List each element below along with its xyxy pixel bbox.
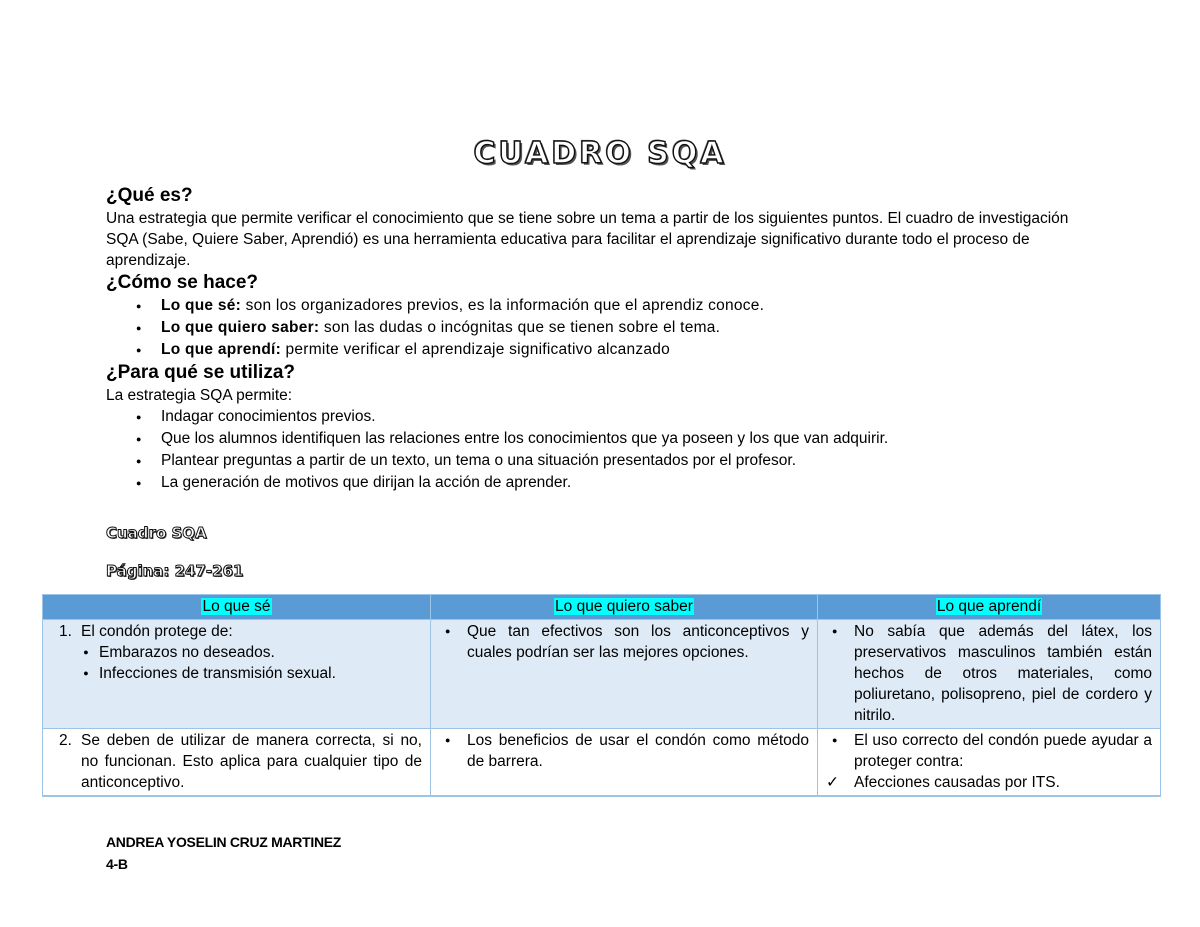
header-lo-que-quiero-saber: Lo que quiero saber <box>431 595 818 620</box>
author-block <box>106 831 341 875</box>
para-que-list <box>106 406 1096 494</box>
sqa-table <box>42 594 1161 797</box>
author-group: 4-B <box>106 856 128 872</box>
heading-como-se-hace: ¿Cómo se hace? <box>106 272 259 293</box>
table-cell: 2. Se deben de utilizar de manera correcta, si no, no funcionan. Esto aplica para cualquier tipo de anticonceptivo. <box>43 729 431 797</box>
list-item: ● La generación de motivos que dirijan la acción de aprender. <box>106 472 1096 494</box>
list-item: ● Que los alumnos identifiquen las relaciones entre los conocimientos que ya poseen y los que van adquirir. <box>106 428 1096 450</box>
bullet-icon: ● <box>832 626 838 636</box>
table-cell: ● Que tan efectivos son los anticonceptivos y cuales podrían ser las mejores opciones. <box>431 620 818 729</box>
header-lo-que-aprendi: Lo que aprendí <box>818 595 1161 620</box>
para-que-intro: La estrategia SQA permite: <box>106 387 293 404</box>
list-item: ● Lo que sé: son los organizadores previos, es la información que el aprendiz conoce. <box>106 295 1096 317</box>
section-subtitle: Cuadro SQA <box>106 524 207 542</box>
bullet-icon: ● <box>83 647 89 657</box>
heading-que-es: ¿Qué es? <box>106 185 193 206</box>
header-lo-que-se: Lo que sé <box>43 595 431 620</box>
intro-content <box>106 184 1096 494</box>
bullet-icon: ● <box>445 626 451 636</box>
table-cell: ● Los beneficios de usar el condón como método de barrera. <box>431 729 818 797</box>
table-cell: ● No sabía que además del látex, los preservativos masculinos también están hechos de otros materiales, como poliuretano, polisopreno, piel de cordero y nitrilo. <box>818 620 1161 729</box>
table-cell: 1. El condón protege de: ● Embarazos no deseados. ● Infecciones de transmisión sexual. <box>43 620 431 729</box>
list-item: ● Lo que quiero saber: son las dudas o incógnitas que se tienen sobre el tema. <box>106 317 1096 339</box>
table-row <box>43 620 1161 729</box>
table-header-row <box>43 595 1161 620</box>
table-row <box>43 729 1161 797</box>
bullet-icon: ● <box>83 668 89 678</box>
list-item: ● Plantear preguntas a partir de un texto, un tema o una situación presentados por el profesor. <box>106 450 1096 472</box>
author-name: ANDREA YOSELIN CRUZ MARTINEZ <box>106 834 342 850</box>
heading-para-que: ¿Para qué se utiliza? <box>106 362 295 383</box>
bullet-icon: ● <box>445 735 451 745</box>
que-es-text: Una estrategia que permite verificar el conocimiento que se tiene sobre un tema a partir de los siguientes puntos. El cuadro de investigación SQA (Sabe, Quiere Saber, Aprendió) es una herramienta educativa para facilitar el aprendizaje significativo durante todo el proceso de aprendizaje. <box>106 210 1069 269</box>
page-reference: Página: 247-261 <box>106 562 244 580</box>
table-cell: ● El uso correcto del condón puede ayudar a proteger contra: ✓ Afecciones causadas por ITS. <box>818 729 1161 797</box>
bullet-icon: ● <box>832 735 838 745</box>
list-item: ● Indagar conocimientos previos. <box>106 406 1096 428</box>
check-icon: ✓ <box>826 774 839 791</box>
como-se-hace-list <box>106 295 1096 361</box>
page-title: CUADRO SQA <box>473 136 727 171</box>
list-item: ● Lo que aprendí: permite verificar el aprendizaje significativo alcanzado <box>106 339 1096 361</box>
